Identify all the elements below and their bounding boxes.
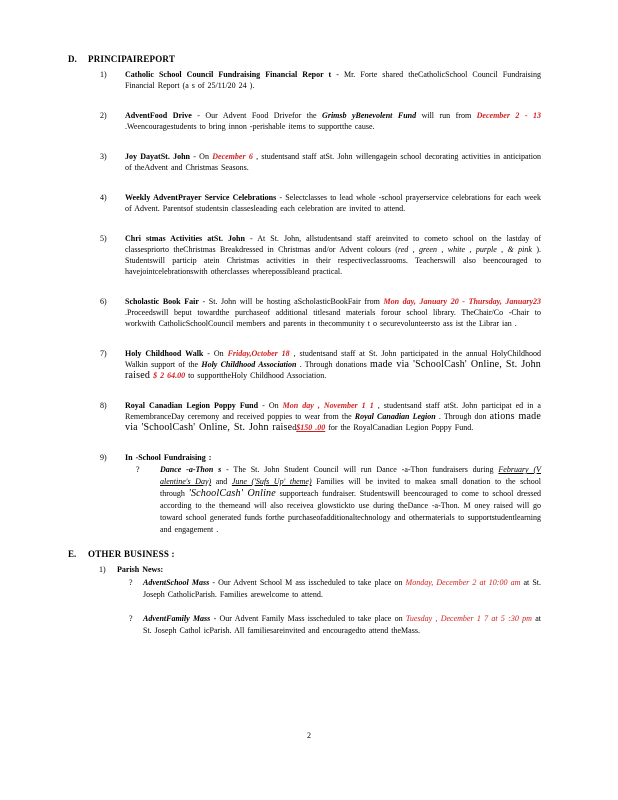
text-segment: - On <box>189 152 213 161</box>
report-item-9 <box>68 452 546 463</box>
item-number: 1) <box>99 565 106 574</box>
text-segment: - At St. John, allstudentsand staff areinvited to cometo school on the lastday of classespriorto theChristmas Breakdressed in Christmas and/or Advent colours ( <box>125 234 541 254</box>
text-segment: February (V alentine's Day) <box>160 465 541 486</box>
text-segment: d <box>292 423 297 432</box>
section-d-title: PRINCIPAIREPORT <box>88 54 176 64</box>
item-text <box>125 69 541 91</box>
item-number: 8) <box>100 401 107 410</box>
text-segment: Joy DayatSt. John <box>125 152 190 161</box>
section-e-title: OTHER BUSINESS : <box>88 549 175 559</box>
text-segment: Mon day , November 1 1 <box>282 401 374 410</box>
text-segment: - Our Advent Food Drivefor the <box>191 111 323 120</box>
text-segment: Weekly AdventPrayer Service Celebrations <box>125 193 277 202</box>
text-segment: - On <box>203 349 228 358</box>
bullet-marker: ? <box>136 465 140 474</box>
item-number: 4) <box>100 193 107 202</box>
text-segment: AdventFamily Mass <box>143 614 211 623</box>
text-segment: - Our Advent School M ass isscheduled to take place on <box>209 578 406 587</box>
section-other-business <box>68 548 546 637</box>
item-number: 9) <box>100 453 107 462</box>
text-segment: Holy Childhood Association <box>201 360 297 369</box>
text-segment: Royal Canadian Legion Poppy Fund <box>125 401 259 410</box>
bullet-text <box>143 613 541 637</box>
text-segment: supporteach fundraiser. Studentswill beencouraged to come to school dressed according to the themeand will also receivea glowstickto use during theDance -a-Thon. M oney raised will go toward school generated funds forthe purchaseofadditionaltechnology and othermaterials to supportstudentlearning and engagement . <box>160 489 542 534</box>
text-segment: . Through donations <box>296 360 370 369</box>
text-segment: ations made via 'SchoolCash' Online, St. John raise <box>125 411 541 433</box>
text-segment: at St. Joseph CatholicParish. Families arewelcome to attend. <box>143 578 542 599</box>
text-segment: Grimsb yBenevolent Fund <box>322 111 417 120</box>
item-number: 3) <box>100 152 107 161</box>
bullet-marker: ? <box>129 614 133 623</box>
text-segment: - Mr. Forte shared theCatholicSchool Council Fundraising Financial Report (a s of 25/11/20 24 ). <box>125 70 542 90</box>
item-number: 1) <box>100 70 107 79</box>
bullet-text <box>143 577 541 601</box>
report-item-1 <box>68 69 546 91</box>
text-segment: , studentsand staff at St. John participated in the annual HolyChildhood Walkin support of the <box>125 349 541 369</box>
item-number: 5) <box>100 234 107 243</box>
text-segment: at St. Joseph Cathol icParish. All familiesareinvited and encouragedto attend theMass. <box>143 614 541 635</box>
text-segment: $ 2 64.00 <box>153 371 186 380</box>
report-item-5 <box>68 233 546 277</box>
text-segment: to supporttheHoly Childhood Association. <box>185 371 327 380</box>
text-segment: Royal Canadian Legion <box>354 412 436 421</box>
item-text: In -School Fundraising : <box>125 453 212 462</box>
other-business-item-1 <box>68 564 546 575</box>
text-segment: . Through don <box>435 412 490 421</box>
section-principal-report <box>68 53 546 536</box>
text-segment: Chri stmas Activities atSt. John <box>125 234 245 243</box>
text-segment: Tuesday , December 1 7 at 5 :30 pm <box>405 614 532 623</box>
item-text <box>125 400 541 433</box>
text-segment: Scholastic Book Fair <box>125 297 199 306</box>
text-segment: - The St. John Student Council will run Dance -a-Thon fundraisers during <box>221 465 499 474</box>
section-e-letter: E. <box>68 549 77 559</box>
text-segment: December 6 <box>212 152 253 161</box>
item-text <box>125 348 541 381</box>
item-text <box>125 192 541 214</box>
bullet-marker: ? <box>129 578 133 587</box>
item-number: 6) <box>100 297 107 306</box>
report-item-2 <box>68 110 546 132</box>
text-segment: Holy Childhood Walk <box>125 349 204 358</box>
bullet-text <box>160 464 541 536</box>
item-number: 2) <box>100 111 107 120</box>
text-segment: - St. John will be hosting aScholasticBookFair from <box>198 297 384 306</box>
text-segment: , studentsand staff atSt. John participat ed in a RemembranceDay ceremony and received poppies to wear from the <box>125 401 541 421</box>
text-segment: $150 .00 <box>296 423 326 432</box>
text-segment: , studentsand staff atSt. John willengagein school decorating activities in anticipation of theAdvent and Christmas Seasons. <box>125 152 541 172</box>
text-segment: Catholic School Council Fundraising Financial Repor t <box>125 70 332 79</box>
text-segment: .Weencouragestudents to bring innon -perishable items to supportthe cause. <box>125 122 375 131</box>
text-segment: Mon day, January 20 - Thursday, January23 <box>383 297 541 306</box>
text-segment: ). Studentswill particip atein Christmas activities in their respectiveclassrooms. Teacherswill also beencouraged to havejointcelebrationswith otherclasses wherepossibleand practical. <box>125 245 541 276</box>
section-d-heading <box>68 53 546 65</box>
report-item-4 <box>68 192 546 214</box>
report-item-3 <box>68 151 546 173</box>
text-segment: and <box>211 477 232 486</box>
text-segment: AdventFood Drive <box>125 111 192 120</box>
text-segment: - On <box>258 401 283 410</box>
text-segment: Dance -a-Thon s <box>160 465 222 474</box>
text-segment: made via 'SchoolCash' Online, St. John raised <box>125 359 542 381</box>
text-segment: December 2 - 13 <box>476 111 542 120</box>
report-item-7 <box>68 348 546 381</box>
item-text: Parish News: <box>117 565 164 574</box>
report-item-9-bullet <box>68 464 546 536</box>
text-segment: June ('Sufs Up' theme) <box>231 477 312 486</box>
item-text <box>125 110 541 132</box>
text-segment: AdventSchool Mass <box>143 578 210 587</box>
document-content <box>68 53 546 637</box>
text-segment: 'SchoolCash' Online <box>188 488 276 499</box>
text-segment: - Selectclasses to lead whole -school prayerservice celebrations for each week of Advent. Parentsof studentsin classesleading each celebration are invited to attend. <box>125 193 541 213</box>
report-item-8 <box>68 400 546 433</box>
report-item-6 <box>68 296 546 329</box>
text-segment: for the RoyalCanadian Legion Poppy Fund. <box>325 423 474 432</box>
item-text <box>125 151 541 173</box>
text-segment: - Our Advent Family Mass isscheduled to take place on <box>210 614 406 623</box>
parish-news-bullet-2 <box>68 613 546 637</box>
section-e-heading <box>68 548 546 560</box>
text-segment: Families will be invited to makea small donation to the school through <box>160 477 541 498</box>
text-segment: Friday,October 18 <box>227 349 290 358</box>
item-text <box>125 296 541 329</box>
parish-news-bullet-1 <box>68 577 546 601</box>
text-segment: red , green , white , purple , & pink <box>397 245 532 254</box>
section-d-letter: D. <box>68 54 77 64</box>
item-number: 7) <box>100 349 107 358</box>
page-number: 2 <box>307 731 311 740</box>
item-text <box>125 233 541 277</box>
text-segment: will run from <box>416 111 477 120</box>
text-segment: .Proceedswill beput towardthe purchaseof additional titlesand materials forour school library. TheChair/Co -Chair to workwith CatholicSchoolCouncil members and parents in thecommunity t o securevolunteersto ass ist the Librar ian . <box>125 308 541 328</box>
text-segment: Monday, December 2 at 10:00 am <box>405 578 521 587</box>
